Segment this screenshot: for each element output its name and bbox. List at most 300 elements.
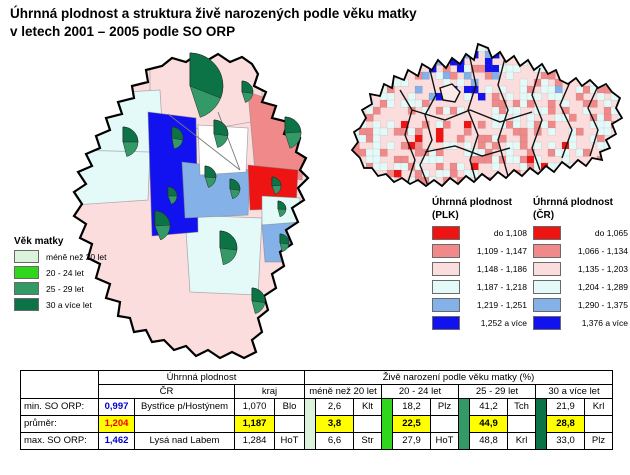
cz-mosaic-cell [443,121,450,128]
cz-mosaic-cell [541,121,548,128]
max-age0-value: 6,6 [316,433,354,450]
cz-mosaic-cell [359,44,366,51]
stats-table-container [20,370,613,450]
cz-mosaic-cell [457,65,464,72]
page-title-line1: Úhrnná plodnost a struktura živě narozených podle věku matky [10,6,417,21]
legend-item-label: 1,187 - 1,218 [476,282,527,292]
cz-mosaic-cell [548,121,555,128]
cr-legend-title: Úhrnná plodnost (ČR) [533,197,613,221]
subheader-kraj: kraj [235,385,305,399]
subheader-age-0: méně než 20 let [305,385,382,399]
cz-mosaic-cell [506,44,513,51]
cz-mosaic-cell [436,121,443,128]
cz-mosaic-cell [520,156,527,163]
cz-mosaic-cell [513,142,520,149]
age-legend-title: Věk matky [14,236,64,247]
fertility-swatch-icon [533,244,561,258]
cz-mosaic-cell [492,121,499,128]
group-header-births: Živě narození podle věku matky (%) [305,371,613,385]
cz-mosaic-cell [422,44,429,51]
cz-mosaic-cell [499,107,506,114]
cz-mosaic-cell [506,65,513,72]
cz-mosaic-cell [450,184,457,191]
cz-mosaic-cell [555,93,562,100]
cz-mosaic-cell [478,65,485,72]
cz-mosaic-cell [492,163,499,170]
min-cr-value: 0,997 [99,399,135,416]
cz-mosaic-cell [464,65,471,72]
legend-item-label: 1,148 - 1,186 [476,264,527,274]
cz-mosaic-cell [520,135,527,142]
cz-mosaic-cell [604,170,611,177]
cz-mosaic-cell [401,163,408,170]
legend-item-label: 30 a více let [46,299,92,310]
cz-mosaic-cell [597,72,604,79]
cz-mosaic-cell [576,86,583,93]
cz-mosaic-cell [513,128,520,135]
legend-item [14,298,164,311]
cz-mosaic-cell [450,51,457,58]
cz-mosaic-cell [576,93,583,100]
cz-mosaic-cell [520,163,527,170]
cz-mosaic-cell [541,51,548,58]
cz-mosaic-cell [436,170,443,177]
min-age0-abbr: Klt [354,399,382,416]
subheader-age-1: 20 - 24 let [382,385,459,399]
cz-mosaic-cell [415,100,422,107]
table-header-subgroups [21,385,613,399]
cz-mosaic-cell [562,100,569,107]
cz-mosaic-cell [583,177,590,184]
max-cr-value: 1,462 [99,433,135,450]
cz-mosaic-cell [527,156,534,163]
cz-mosaic-cell [352,79,359,86]
cz-mosaic-cell [548,107,555,114]
cz-mosaic-cell [534,177,541,184]
avg-cr-orp-name [135,416,235,433]
row-label: průměr: [21,416,99,433]
cz-mosaic-cell [569,142,576,149]
cz-mosaic-cell [604,114,611,121]
cz-mosaic-cell [492,156,499,163]
cz-mosaic-cell [618,142,625,149]
cz-mosaic-cell [373,51,380,58]
avg-age2-value: 44,9 [470,416,508,433]
table-row-max [21,433,613,450]
avg-age3-value: 28,8 [547,416,585,433]
district-west-mid [74,150,150,205]
cz-mosaic-cell [408,93,415,100]
min-kraj-abbr: Blo [275,399,305,416]
cz-mosaic-cell [527,44,534,51]
cz-mosaic-cell [380,149,387,156]
fertility-swatch-icon [533,262,561,276]
min-age2-abbr: Tch [508,399,536,416]
cz-mosaic-cell [548,149,555,156]
cz-mosaic-cell [548,44,555,51]
legend-item-label: 1,252 a více [480,318,527,328]
cz-mosaic-cell [576,184,583,191]
legend-item-label: do 1,065 [594,228,628,238]
cz-mosaic-cell [394,65,401,72]
cz-mosaic-cell [597,93,604,100]
fertility-swatch-icon [533,316,561,330]
cz-mosaic-cell [478,93,485,100]
cz-mosaic-cell [597,177,604,184]
legend-item [533,298,628,312]
min-age3-abbr: Krl [585,399,613,416]
avg-age0-value: 3,8 [316,416,354,433]
cz-mosaic-cell [597,170,604,177]
cz-mosaic-cell [464,121,471,128]
fertility-swatch-icon [533,298,561,312]
cz-mosaic-cell [513,44,520,51]
cz-mosaic-cell [359,128,366,135]
row-label: min. SO ORP: [21,399,99,416]
cz-mosaic-cell [436,51,443,58]
max-age3-abbr: Plz [585,433,613,450]
cz-mosaic-cell [583,170,590,177]
cz-mosaic-cell [359,79,366,86]
cz-mosaic-cell [464,72,471,79]
cz-mosaic-cell [436,128,443,135]
cz-mosaic-cell [499,135,506,142]
cz-mosaic-cell [373,156,380,163]
cz-mosaic-cell [359,58,366,65]
cz-mosaic-cell [520,142,527,149]
cz-mosaic-cell [485,156,492,163]
cz-mosaic-cell [506,72,513,79]
cz-mosaic-cell [604,100,611,107]
cz-mosaic-cell [464,142,471,149]
cz-mosaic-cell [373,142,380,149]
table-row-avg [21,416,613,433]
legend-item [533,316,628,330]
cz-mosaic-cell [485,72,492,79]
cz-mosaic-cell [380,163,387,170]
cz-mosaic-cell [373,135,380,142]
cz-mosaic-cell [352,170,359,177]
max-age2-value: 48,8 [470,433,508,450]
max-cr-orp-name: Lysá nad Labem [135,433,235,450]
max-age2-abbr: Krl [508,433,536,450]
cz-mosaic-cell [394,44,401,51]
cz-mosaic-cell [366,149,373,156]
cz-mosaic-cell [506,149,513,156]
cz-mosaic-cell [506,184,513,191]
cz-mosaic-cell [436,107,443,114]
cz-mosaic-cell [457,163,464,170]
cz-mosaic-cell [604,58,611,65]
cz-mosaic-cell [415,170,422,177]
cz-mosaic-cell [401,44,408,51]
cz-mosaic-cell [359,170,366,177]
cz-mosaic-cell [457,79,464,86]
cz-mosaic-cell [443,72,450,79]
legend-item-label: 20 - 24 let [46,267,84,278]
legend-item [533,244,628,258]
legend-item-label: 1,219 - 1,251 [476,300,527,310]
subheader-age-3: 30 a více let [536,385,613,399]
cz-mosaic-cell [366,114,373,121]
age-swatch-column-1 [382,399,393,450]
cz-mosaic-cell [359,177,366,184]
cz-mosaic-cell [387,44,394,51]
cz-mosaic-cell [380,72,387,79]
legend-item [432,316,527,330]
fertility-swatch-icon [533,280,561,294]
cz-mosaic-cell [387,121,394,128]
cz-mosaic-cell [618,163,625,170]
cz-mosaic-cell [520,44,527,51]
fertility-swatch-icon [432,316,460,330]
cz-mosaic-cell [380,184,387,191]
subheader-cr: ČR [99,385,235,399]
cz-mosaic-cell [352,177,359,184]
cz-mosaic-cell [478,184,485,191]
legend-item [533,262,628,276]
cz-mosaic-cell [485,135,492,142]
cz-mosaic-cell [513,100,520,107]
max-age1-value: 27,9 [393,433,431,450]
cz-mosaic-cell [576,128,583,135]
min-age1-value: 18,2 [393,399,431,416]
cz-mosaic-cell [583,86,590,93]
cz-mosaic-cell [394,163,401,170]
cz-mosaic-cell [478,135,485,142]
cz-mosaic-cell [380,177,387,184]
cz-mosaic-cell [611,44,618,51]
cz-mosaic-cell [604,184,611,191]
cz-mosaic-cell [506,121,513,128]
legend-item [432,226,527,240]
cz-mosaic-cell [541,177,548,184]
legend-item-label: 1,204 - 1,289 [577,282,628,292]
subheader-age-2: 25 - 29 let [459,385,536,399]
avg-age1-abbr [431,416,459,433]
pie-chart-slice [285,117,301,133]
cz-mosaic-cell [541,86,548,93]
cz-mosaic-cell [548,86,555,93]
cz-mosaic-cell [597,121,604,128]
cz-mosaic-cell [436,135,443,142]
cz-mosaic-cell [492,72,499,79]
cz-mosaic-cell [436,72,443,79]
cz-mosaic-cell [352,51,359,58]
cz-mosaic-cell [590,177,597,184]
cz-mosaic-cell [422,72,429,79]
min-age1-abbr: Plz [431,399,459,416]
cz-mosaic-cell [450,72,457,79]
cz-mosaic-cell [429,44,436,51]
page-title-line2: v letech 2001 – 2005 podle SO ORP [10,23,236,39]
max-age1-abbr: HoT [431,433,459,450]
min-age2-value: 41,2 [470,399,508,416]
cz-mosaic-cell [436,163,443,170]
cz-mosaic-cell [478,156,485,163]
legend-item-label: 1,066 - 1,134 [577,246,628,256]
cz-mosaic-cell [366,177,373,184]
fertility-swatch-icon [432,298,460,312]
age-swatch-icon [14,250,39,263]
age-legend [14,236,164,314]
max-kraj-abbr: HoT [275,433,305,450]
cz-mosaic-cell [513,156,520,163]
cz-mosaic-cell [618,51,625,58]
cz-mosaic-cell [373,163,380,170]
cz-mosaic-cell [394,79,401,86]
cz-mosaic-cell [506,156,513,163]
cz-mosaic-cell [520,93,527,100]
group-header-fertility: Úhrnná plodnost [99,371,305,385]
avg-kraj-value: 1,187 [235,416,275,433]
cz-mosaic-cell [408,58,415,65]
cz-mosaic-cell [604,121,611,128]
cz-mosaic-cell [597,58,604,65]
cz-mosaic-cell [555,184,562,191]
cz-mosaic-cell [618,121,625,128]
cz-mosaic-cell [429,156,436,163]
cz-mosaic-cell [394,170,401,177]
cz-mosaic-cell [548,100,555,107]
table-header-groups [21,371,613,385]
cz-mosaic-cell [478,142,485,149]
cz-mosaic-cell [366,128,373,135]
age-swatch-icon [14,282,39,295]
max-kraj-value: 1,284 [235,433,275,450]
cz-mosaic-cell [597,163,604,170]
cz-mosaic-cell [555,114,562,121]
legend-item-label: 25 - 29 let [46,283,84,294]
legend-item [432,262,527,276]
cz-mosaic-cell [401,156,408,163]
cz-mosaic-cell [548,128,555,135]
legend-item [432,280,527,294]
cz-mosaic-cell [576,149,583,156]
cz-mosaic-cell [366,135,373,142]
cz-mosaic-cell [590,58,597,65]
cz-mosaic-cell [576,170,583,177]
cz-mosaic-cell [366,51,373,58]
cz-mosaic-cell [415,86,422,93]
cz-mosaic-cell [513,107,520,114]
cz-mosaic-cell [534,142,541,149]
cz-mosaic-cell [352,163,359,170]
stats-table [20,370,613,450]
cz-mosaic-cell [408,128,415,135]
cz-mosaic-cell [618,86,625,93]
cz-mosaic-cell [618,135,625,142]
cz-mosaic-cell [513,121,520,128]
cz-mosaic-cell [373,149,380,156]
cz-mosaic-cell [548,142,555,149]
age-swatch-icon [14,266,39,279]
cz-mosaic-cell [604,177,611,184]
cz-mosaic-cell [373,107,380,114]
fertility-swatch-icon [432,262,460,276]
fertility-swatch-icon [432,280,460,294]
cz-mosaic-cell [576,65,583,72]
cz-mosaic-cell [597,114,604,121]
cz-mosaic-cell [492,100,499,107]
cz-mosaic-cell [569,65,576,72]
corner-cell [21,371,99,399]
cz-mosaic-cell [366,156,373,163]
fertility-swatch-icon [432,244,460,258]
cz-mosaic-cell [485,58,492,65]
cz-mosaic-cell [492,93,499,100]
cz-mosaic-cell [569,170,576,177]
avg-age0-abbr [354,416,382,433]
max-age0-abbr: Str [354,433,382,450]
avg-kraj-abbr [275,416,305,433]
avg-age2-abbr [508,416,536,433]
cz-mosaic-cell [520,86,527,93]
cz-mosaic-cell [478,121,485,128]
avg-cr-value: 1,204 [99,416,135,433]
min-age3-value: 21,9 [547,399,585,416]
cz-mosaic-cell [555,86,562,93]
cz-mosaic-cell [401,142,408,149]
fertility-swatch-icon [533,226,561,240]
cz-mosaic-cell [401,51,408,58]
cz-mosaic-cell [534,93,541,100]
cz-mosaic-cell [583,72,590,79]
cz-mosaic-cell [618,72,625,79]
legend-item-label: méně než 20 let [46,251,107,262]
cz-mosaic-cell [520,128,527,135]
cz-mosaic-cell [401,184,408,191]
cz-mosaic-cell [618,128,625,135]
cz-mosaic-cell [457,44,464,51]
cz-mosaic-cell [555,149,562,156]
cz-mosaic-cell [436,156,443,163]
cz-mosaic-cell [366,184,373,191]
cz-mosaic-cell [373,128,380,135]
cz-mosaic-cell [583,149,590,156]
cz-mosaic-cell [359,51,366,58]
cz-mosaic-cell [443,170,450,177]
cz-mosaic-cell [443,51,450,58]
cz-mosaic-cell [618,44,625,51]
cz-mosaic-cell [359,72,366,79]
cz-mosaic-cell [597,142,604,149]
cz-mosaic-cell [394,128,401,135]
cz-mosaic-cell [464,128,471,135]
legend-item [432,298,527,312]
cz-mosaic-cell [492,107,499,114]
cz-mosaic-cell [548,184,555,191]
min-kraj-value: 1,070 [235,399,275,416]
age-swatch-column-2 [459,399,470,450]
cz-mosaic-cell [394,156,401,163]
cz-mosaic-cell [527,121,534,128]
cz-mosaic-cell [450,170,457,177]
cz-mosaic-cell [506,93,513,100]
cz-mosaic-cell [464,93,471,100]
min-cr-orp-name: Bystřice p/Hostýnem [135,399,235,416]
cz-mosaic-cell [387,93,394,100]
cz-mosaic-cell [485,65,492,72]
cz-mosaic-cell [527,184,534,191]
legend-item-label: do 1,108 [493,228,527,238]
cz-mosaic-cell [597,135,604,142]
cz-mosaic-cell [611,170,618,177]
cz-mosaic-cell [387,142,394,149]
cz-mosaic-cell [520,184,527,191]
age-swatch-column-0 [305,399,316,450]
legend-item [14,266,164,279]
